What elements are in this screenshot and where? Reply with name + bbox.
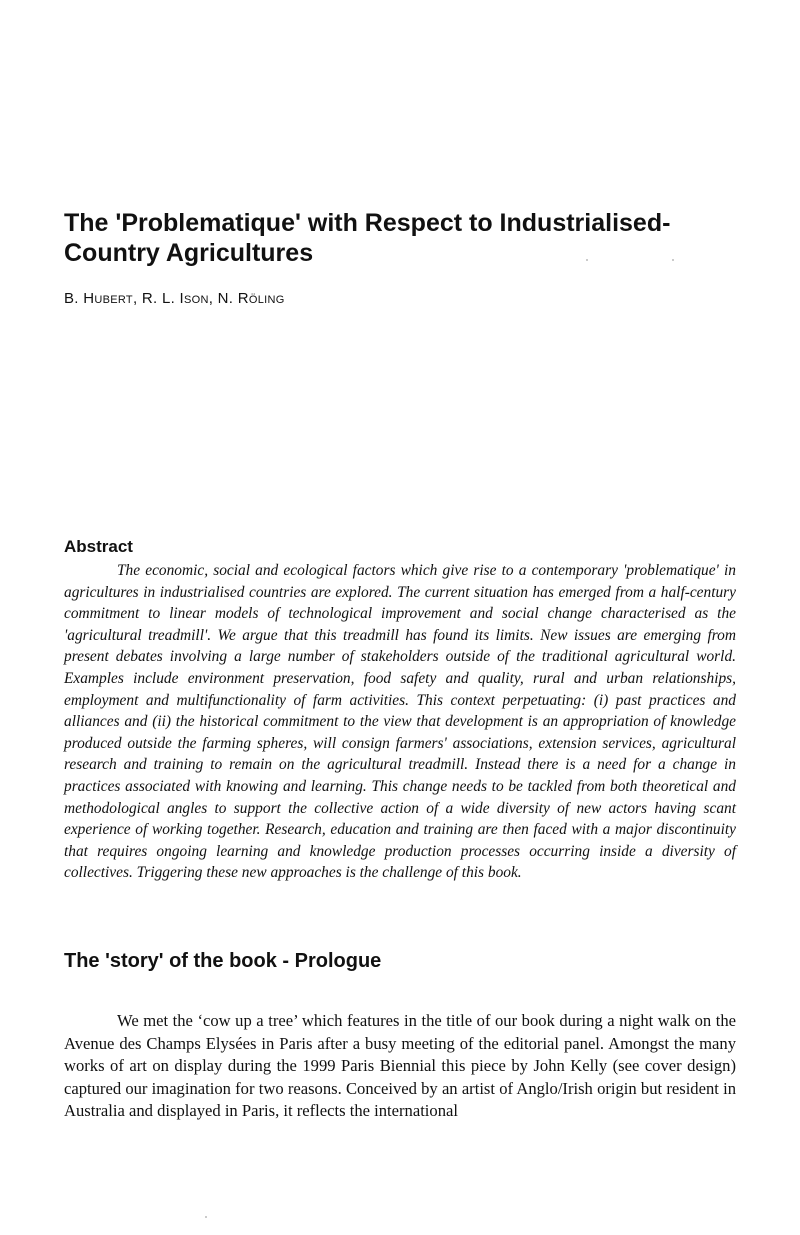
section-paragraph: We met the ‘cow up a tree’ which features in the title of our book during a night walk on the Avenue des Champs Elysées in Paris after a busy meeting of the editorial panel. Amongst the many works of art on display during the 1999 Paris Biennial this piece by John Kelly (see cover design) captured our imagination for two reasons. Conceived by an artist of Anglo/Irish origin but resident in Australia and displayed in Paris, it reflects the international bbox=[64, 1011, 736, 1120]
scan-speck bbox=[672, 259, 674, 261]
section-heading: The 'story' of the book - Prologue bbox=[64, 950, 382, 972]
paper-title: The 'Problematique' with Respect to Industrialised-Country Agricultures bbox=[64, 209, 671, 267]
abstract-text: The economic, social and ecological factors which give rise to a contemporary 'problematique' in agricultures in industrialised countries are explored. The current situation has emerged from a half-century commitment to linear models of technological improvement and social change characterised as the 'agricultural treadmill'. We argue that this treadmill has found its limits. New issues are emerging from present debates involving a large number of stakeholders outside of the traditional agricultural world. Examples include environment preservation, food safety and quality, rural and urban relationships, employment and multifunctionality of farm activities. This context perpetuating: (i) past practices and alliances and (ii) the historical commitment to the view that development is an appropriation of knowledge produced outside the farming spheres, will consign farmers' associations, extension services, agricultural research and training to remain on the agricultural treadmill. Instead there is a need for a change in practices associated with knowing and learning. This change needs to be tackled from both theoretical and methodological angles to support the collective action of a wide diversity of new actors having scant experience of working together. Research, education and training are then faced with a major discontinuity that requires ongoing learning and knowledge production processes occurring inside a diversity of collectives. Triggering these new approaches is the challenge of this book. bbox=[64, 562, 736, 882]
scan-speck bbox=[205, 1216, 207, 1218]
scan-speck bbox=[586, 259, 588, 261]
abstract-heading: Abstract bbox=[64, 537, 133, 556]
author-list: B. Hubert, R. L. Ison, N. Röling bbox=[64, 290, 285, 307]
